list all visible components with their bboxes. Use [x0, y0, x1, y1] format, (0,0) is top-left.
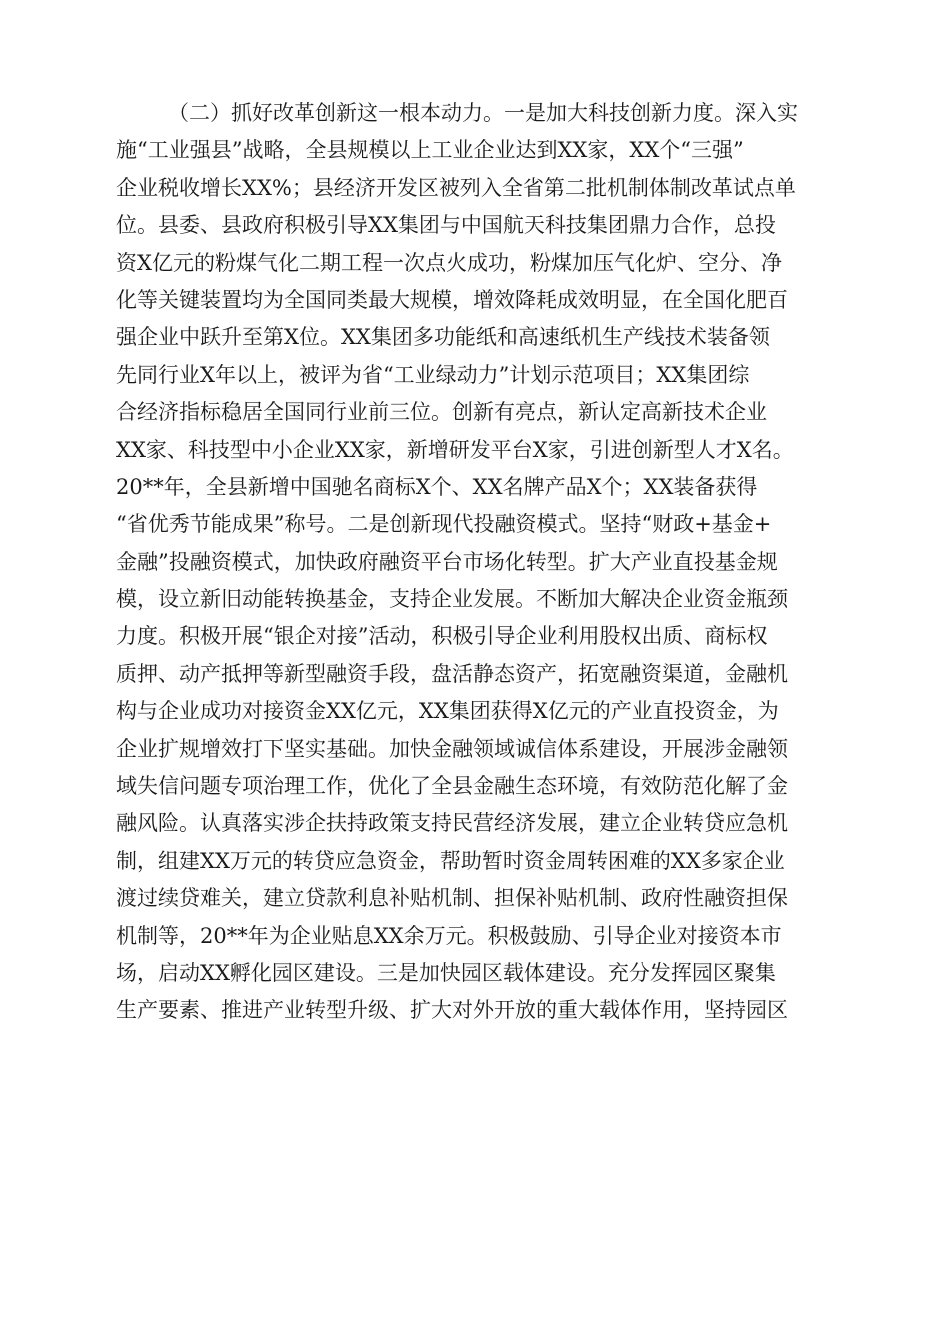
text-line-9: 合经济指标稳居全国同行业前三位。创新有亮点，新认定高新技术企业 — [116, 400, 767, 425]
text-line-10: XX家、科技型中小企业XX家，新增研发平台X家，引进创新型人才X名。 — [116, 437, 794, 462]
text-line-1: （二）抓好改革创新这一根本动力。一是加大科技创新力度。深入实 — [168, 101, 798, 125]
text-line-3: 企业税收增长XX%；县经济开发区被列入全省第二批机制体制改革试点单 — [116, 175, 796, 200]
text-line-24: 场，启动XX孵化园区建设。三是加快园区载体建设。充分发挥园区聚集 — [116, 960, 776, 985]
text-line-2: 施“工业强县”战略，全县规模以上工业企业达到XX家，XX个“三强” — [116, 138, 744, 163]
text-line-15: 力度。积极开展“银企对接”活动，积极引导企业利用股权出质、商标权 — [116, 624, 768, 649]
text-line-20: 融风险。认真落实涉企扶持政策支持民营经济发展，建立企业转贷应急机 — [116, 811, 788, 836]
text-line-11: 20**年，全县新增中国驰名商标X个、XX名牌产品X个；XX装备获得 — [116, 474, 758, 499]
text-line-4: 位。县委、县政府积极引导XX集团与中国航天科技集团鼎力合作，总投 — [116, 213, 776, 238]
text-line-16: 质押、动产抵押等新型融资手段，盘活静态资产，拓宽融资渠道，金融机 — [116, 661, 788, 686]
text-line-21: 制，组建XX万元的转贷应急资金，帮助暂时资金周转困难的XX多家企业 — [116, 848, 785, 873]
text-line-22: 渡过续贷难关，建立贷款利息补贴机制、担保补贴机制、政府性融资担保 — [116, 886, 788, 911]
text-line-23: 机制等，20**年为企业贴息XX余万元。积极鼓励、引导企业对接资本市 — [116, 923, 782, 948]
text-line-12: “省优秀节能成果”称号。二是创新现代投融资模式。坚持“财政+基金+ — [116, 512, 772, 537]
text-line-7: 强企业中跃升至第X位。XX集团多功能纸和高速纸机生产线技术装备领 — [116, 325, 770, 350]
text-line-19: 域失信问题专项治理工作，优化了全县金融生态环境，有效防范化解了金 — [116, 774, 788, 799]
text-line-5: 资X亿元的粉煤气化二期工程一次点火成功，粉煤加压气化炉、空分、净 — [116, 250, 782, 275]
text-line-6: 化等关键装置均为全国同类最大规模，增效降耗成效明显，在全国化肥百 — [116, 287, 788, 312]
text-line-18: 企业扩规增效打下坚实基础。加快金融领域诚信体系建设，开展涉金融领 — [116, 736, 788, 761]
text-line-8: 先同行业X年以上，被评为省“工业绿动力”计划示范项目；XX集团综 — [116, 362, 750, 387]
text-line-13: 金融”投融资模式，加快政府融资平台市场化转型。扩大产业直投基金规 — [116, 549, 778, 574]
text-line-17: 构与企业成功对接资金XX亿元，XX集团获得X亿元的产业直投资金，为 — [116, 699, 779, 724]
body-paragraph — [116, 95, 856, 1030]
text-line-25: 生产要素、推进产业转型升级、扩大对外开放的重大载体作用，坚持园区 — [116, 998, 788, 1023]
text-line-14: 模，设立新旧动能转换基金，支持企业发展。不断加大解决企业资金瓶颈 — [116, 587, 788, 612]
